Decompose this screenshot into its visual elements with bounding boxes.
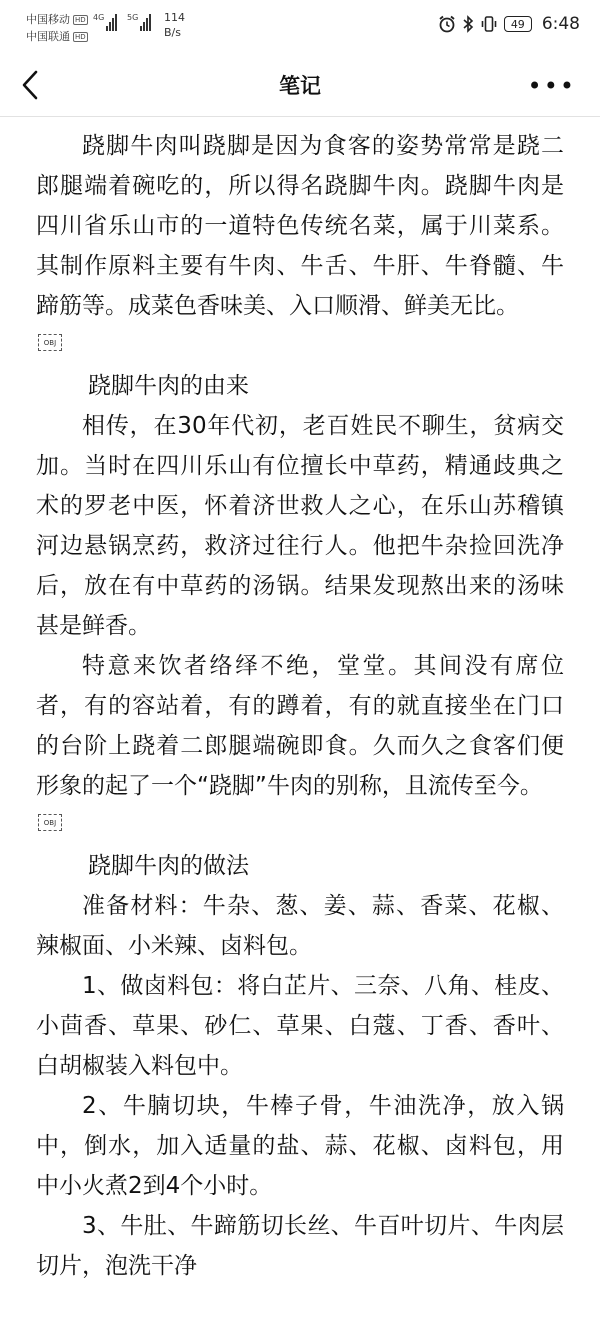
section-heading: 跷脚牛肉的由来 [88,373,249,399]
bluetooth-icon [462,15,474,33]
note-paragraph: 准备材料：牛杂、葱、姜、蒜、香菜、花椒、辣椒面、小米辣、卤料包。 [36,893,564,959]
section-heading: 跷脚牛肉的做法 [88,853,249,879]
signal-icon [106,13,117,31]
note-paragraph: 1、做卤料包：将白芷片、三奈、八角、桂皮、小茴香、草果、砂仁、草果、白蔻、丁香、香叶、白胡椒装入料包中。 [36,973,564,1079]
note-paragraph: 相传，在30年代初，老百姓民不聊生，贫病交加。当时在四川乐山有位擅长中草药，精通歧典之术的罗老中医，怀着济世救人之心，在乐山苏稽镇河边悬锅烹药，救济过往行人。他把牛杂捡回洗净后，放在有中草药的汤锅。结果发现熬出来的汤味甚是鲜香。 [36,413,564,639]
speed-unit: B/s [164,26,181,39]
signal-icon [140,13,151,31]
network-speed [164,10,185,40]
hd-badge: HD [75,32,86,41]
note-paragraph: 跷脚牛肉叫跷脚是因为食客的姿势常常是跷二郎腿端着碗吃的，所以得名跷脚牛肉。跷脚牛肉是四川省乐山市的一道特色传统名菜，属于川菜系。其制作原料主要有牛肉、牛舌、牛肝、牛脊髓、牛蹄筋等。成菜色香味美、入口顺滑、鲜美无比。 [36,133,564,319]
carrier-2-name: 中国联通 [26,30,70,43]
carrier-2 [26,28,88,45]
network-type-2: 5G [127,13,139,22]
system-icons [438,14,580,34]
embedded-object-icon[interactable]: OBJ [38,334,62,351]
carrier-1-name: 中国移动 [26,13,70,26]
speed-value: 114 [164,11,185,24]
carrier-1 [26,11,88,28]
hd-badge: HD [75,15,86,24]
more-options-icon[interactable]: ••• [527,72,576,100]
battery-icon: 49 [504,16,532,32]
status-bar [0,0,600,52]
app-header [0,52,600,117]
note-body[interactable] [36,126,564,1286]
embedded-object-icon[interactable]: OBJ [38,814,62,831]
page-title: 笔记 [279,74,321,98]
alarm-icon [438,15,456,33]
note-paragraph: 3、牛肚、牛蹄筋切长丝、牛百叶切片、牛肉层切片，泡洗干净 [36,1213,564,1279]
note-paragraph: 2、牛腩切块，牛棒子骨，牛油洗净，放入锅中，倒水，加入适量的盐、蒜、花椒、卤料包，用中小火煮2到4个小时。 [36,1093,564,1199]
carrier-info [26,11,88,45]
network-type-1: 4G [93,13,105,22]
note-paragraph: 特意来饮者络绎不绝，堂堂。其间没有席位者，有的容站着，有的蹲着，有的就直接坐在门口的台阶上跷着二郎腿端碗即食。久而久之食客们便形象的起了一个“跷脚”牛肉的别称，且流传至今。 [36,653,564,799]
vibrate-icon [480,15,498,33]
clock: 6:48 [541,14,580,34]
